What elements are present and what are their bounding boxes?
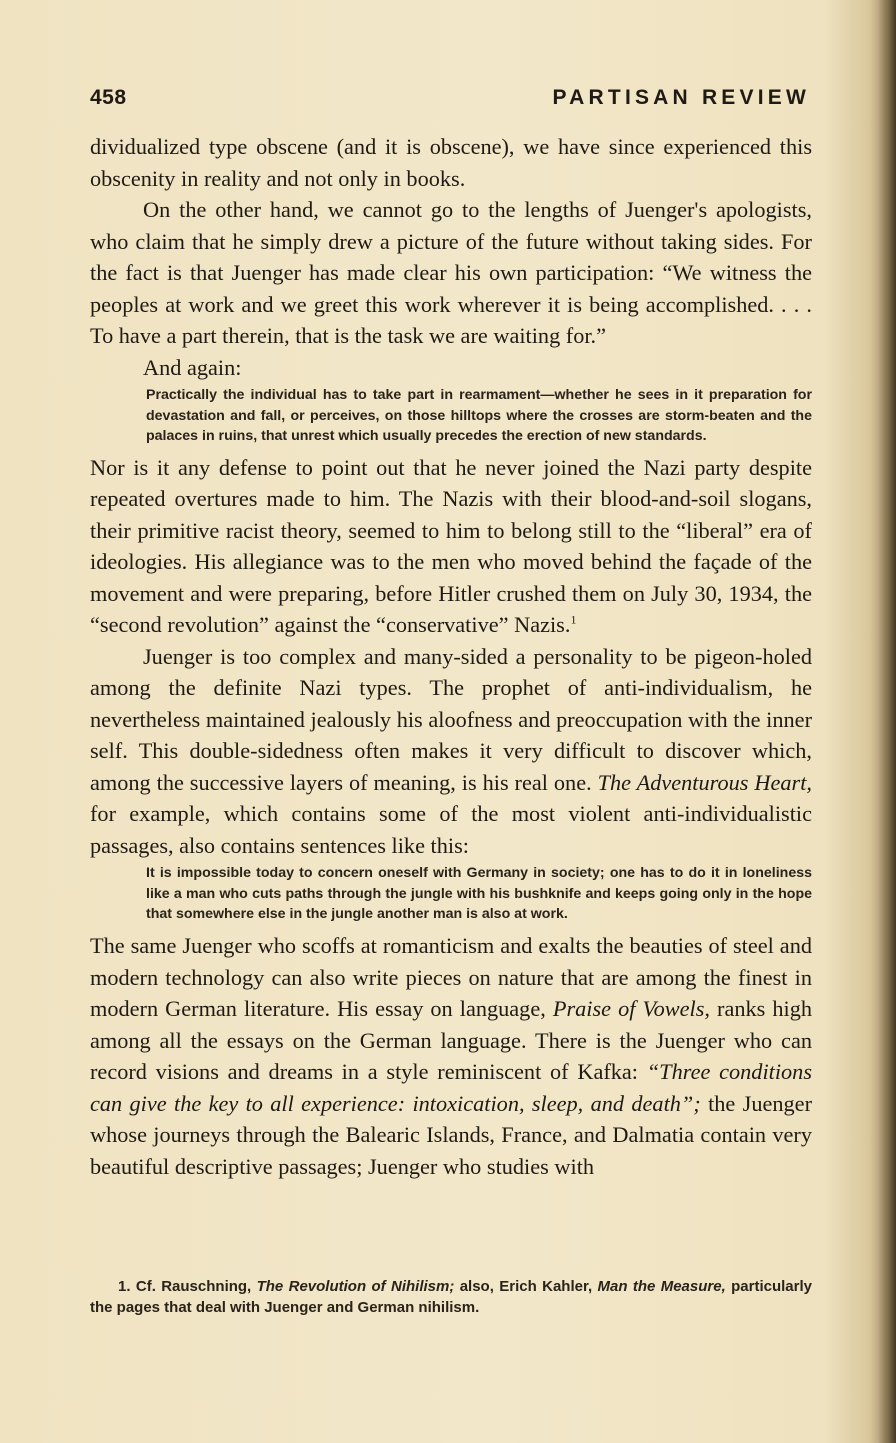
page-number: 458 bbox=[90, 86, 127, 109]
footnote bbox=[90, 1276, 812, 1318]
paragraph-romanticism-text-mid: ranks high among all the essays on the German language. There is the Juenger who can record visions and dreams in a style reminiscent of Kafka: bbox=[90, 996, 813, 1085]
footnote-title-revolution-of-nihilism: The Revolution of Nihilism; bbox=[256, 1278, 455, 1295]
footnote-reference: 1 bbox=[570, 612, 577, 627]
paragraph-complexity-text-end: for example, which contains some of the most violent anti-individualistic passages, also contains sentences like this: bbox=[90, 801, 812, 858]
page-header bbox=[90, 86, 810, 116]
block-quote-loneliness: It is impossible today to concern oneself with Germany in society; one has to do it in loneliness like a man who cuts paths through the jungle with his bushknife and keeps going only in the hope that somewhere else in the jungle another man is also at work. bbox=[146, 865, 812, 923]
footnote-tail: particularly the pages that deal with Juenger and German nihilism. bbox=[90, 1278, 812, 1316]
paragraph-nazi-party bbox=[90, 452, 812, 641]
book-title-praise-of-vowels: Praise of Vowels, bbox=[552, 996, 710, 1022]
paragraph-and-again: And again: bbox=[143, 354, 242, 380]
block-quote-rearmament: Practically the individual has to take part in rearmament—whether he sees in it preparation for devastation and fall, or perceives, on those hilltops where the crosses are storm-beaten and the palaces in ruins, that unrest which usually precedes the erection of new standards. bbox=[146, 387, 812, 445]
paragraph-romanticism bbox=[90, 930, 812, 1182]
paragraph-romanticism-text-end: the Juenger whose journeys through the Balearic Islands, France, and Dalmatia contain very beautiful descriptive passages; Juenger who studies with bbox=[90, 1090, 813, 1179]
footnote-mid: also, Erich Kahler, bbox=[459, 1278, 593, 1295]
paragraph-romanticism-text: The same Juenger who scoffs at romanticism and exalts the beauties of steel and modern technology can also write pieces on nature that are among the finest in modern German literature. His essay on language, bbox=[90, 933, 812, 1022]
running-head: PARTISAN REVIEW bbox=[552, 86, 810, 109]
paragraph-nazi-party-text: Nor is it any defense to point out that he never joined the Nazi party despite repeated overtures made to him. The Nazis with their blood-and-soil slogans, their primitive racist theory, seemed to him to belong still to the “liberal” era of ideologies. His allegiance was to the men who moved behind the façade of the movement and were preparing, before Hitler crushed them on July 30, 1934, the “second revolution” against the “conservative” Nazis. bbox=[90, 454, 812, 638]
paragraph-complexity-text: Juenger is too complex and many-sided a personality to be pigeon-holed among the definite Nazi types. The prophet of anti-individualism, he nevertheless maintained jealously his aloofness and preoccupation with the inner self. This double-sidedness often makes it very difficult to discover which, among the successive layers of meaning, is his real one. bbox=[90, 643, 812, 795]
footnote-title-man-the-measure: Man the Measure, bbox=[597, 1278, 726, 1295]
kafka-quotation: “Three conditions can give the key to all experience: intoxication, sleep, and death”; bbox=[90, 1059, 813, 1116]
paragraph-apologists: On the other hand, we cannot go to the lengths of Juenger's apologists, who claim that he simply drew a picture of the future without taking sides. For the fact is that Juenger has made clear his own participation: “We witness the peoples at work and we greet this work wherever it is being accomplished. . . . To have a part therein, that is the task we are waiting for.” bbox=[90, 197, 812, 348]
body-text bbox=[90, 131, 812, 1182]
paragraph-continued: dividualized type obscene (and it is obscene), we have since experienced this obscenity in reality and not only in books. bbox=[90, 134, 812, 191]
book-title-adventurous-heart: The Adventurous Heart, bbox=[597, 769, 812, 795]
page-binding-edge bbox=[878, 0, 896, 1443]
paragraph-complexity bbox=[90, 641, 812, 862]
footnote-lead: 1. Cf. Rauschning, bbox=[118, 1278, 252, 1295]
